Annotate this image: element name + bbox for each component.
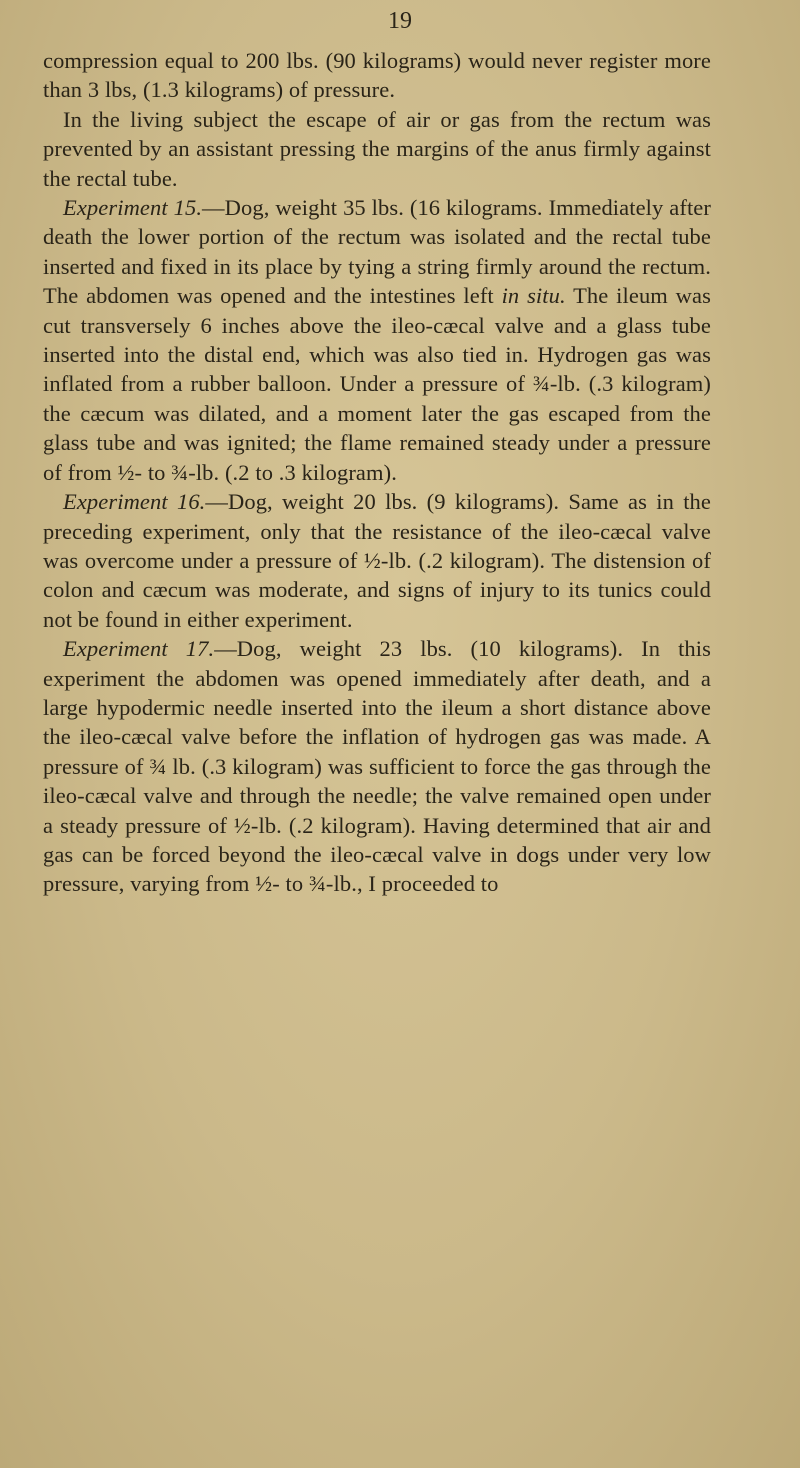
paragraph-text: —Dog, weight 20 lbs. (9 kilograms). Same as in the preceding experiment, only that the resistance of the ileo-cæcal valve was overcome under a pressure of ½-lb. (.2 kilogram). The distension of colon and cæcum was moderate, and signs of injury to its tunics could not be found in either experiment. — [43, 489, 711, 632]
paragraph-text: —Dog, weight 23 lbs. (10 kilograms). In this experiment the abdomen was opened immediately after death, and a large hypodermic needle inserted into the ileum a short distance above the ileo-cæcal valve before the inflation of hydrogen gas was made. A pressure of ¾ lb. (.3 kilogram) was sufficient to force the gas through the ileo-cæcal valve and through the needle; the valve remained open under a steady pressure of ½-lb. (.2 kilogram). Having determined that air and gas can be forced beyond the ileo-cæcal valve in dogs under very low pressure, varying from ½- to ¾-lb., I proceeded to — [43, 636, 711, 897]
paragraph: compression equal to 200 lbs. (90 kilograms) would never register more than 3 lbs, (1.3 kilograms) of pressure. — [43, 48, 711, 103]
paragraph-text: —Dog, weight 35 lbs. (16 kilograms. Immediately after death the lower portion of the rectum was isolated and the rectal tube inserted and fixed in its place by tying a string firmly around the rectum. The abdomen was opened and the intestines left — [43, 195, 711, 309]
experiment-paragraph — [43, 193, 711, 487]
experiment-paragraph — [43, 487, 711, 634]
experiment-heading: Experiment 16. — [63, 489, 206, 515]
paragraph-text: The ileum was cut transversely 6 inches above the ileo-cæcal valve and a glass tube inserted into the distal end, which was also tied in. Hydrogen gas was inflated from a rubber balloon. Under a pressure of ¾-lb. (.3 kilogram) the cæcum was dilated, and a moment later the gas escaped from the glass tube and was ignited; the flame remained steady under a pressure of from ½- to ¾-lb. (.2 to .3 kilogram). — [43, 283, 711, 485]
experiment-heading: Experiment 15. — [63, 195, 203, 221]
italic-phrase: in situ. — [501, 283, 566, 309]
experiment-paragraph — [43, 634, 711, 899]
paragraph: In the living subject the escape of air or gas from the rectum was prevented by an assistant pressing the margins of the anus firmly against the rectal tube. — [43, 106, 711, 191]
body-text — [43, 46, 711, 899]
page-number: 19 — [388, 8, 412, 34]
experiment-heading: Experiment 17. — [63, 636, 215, 662]
